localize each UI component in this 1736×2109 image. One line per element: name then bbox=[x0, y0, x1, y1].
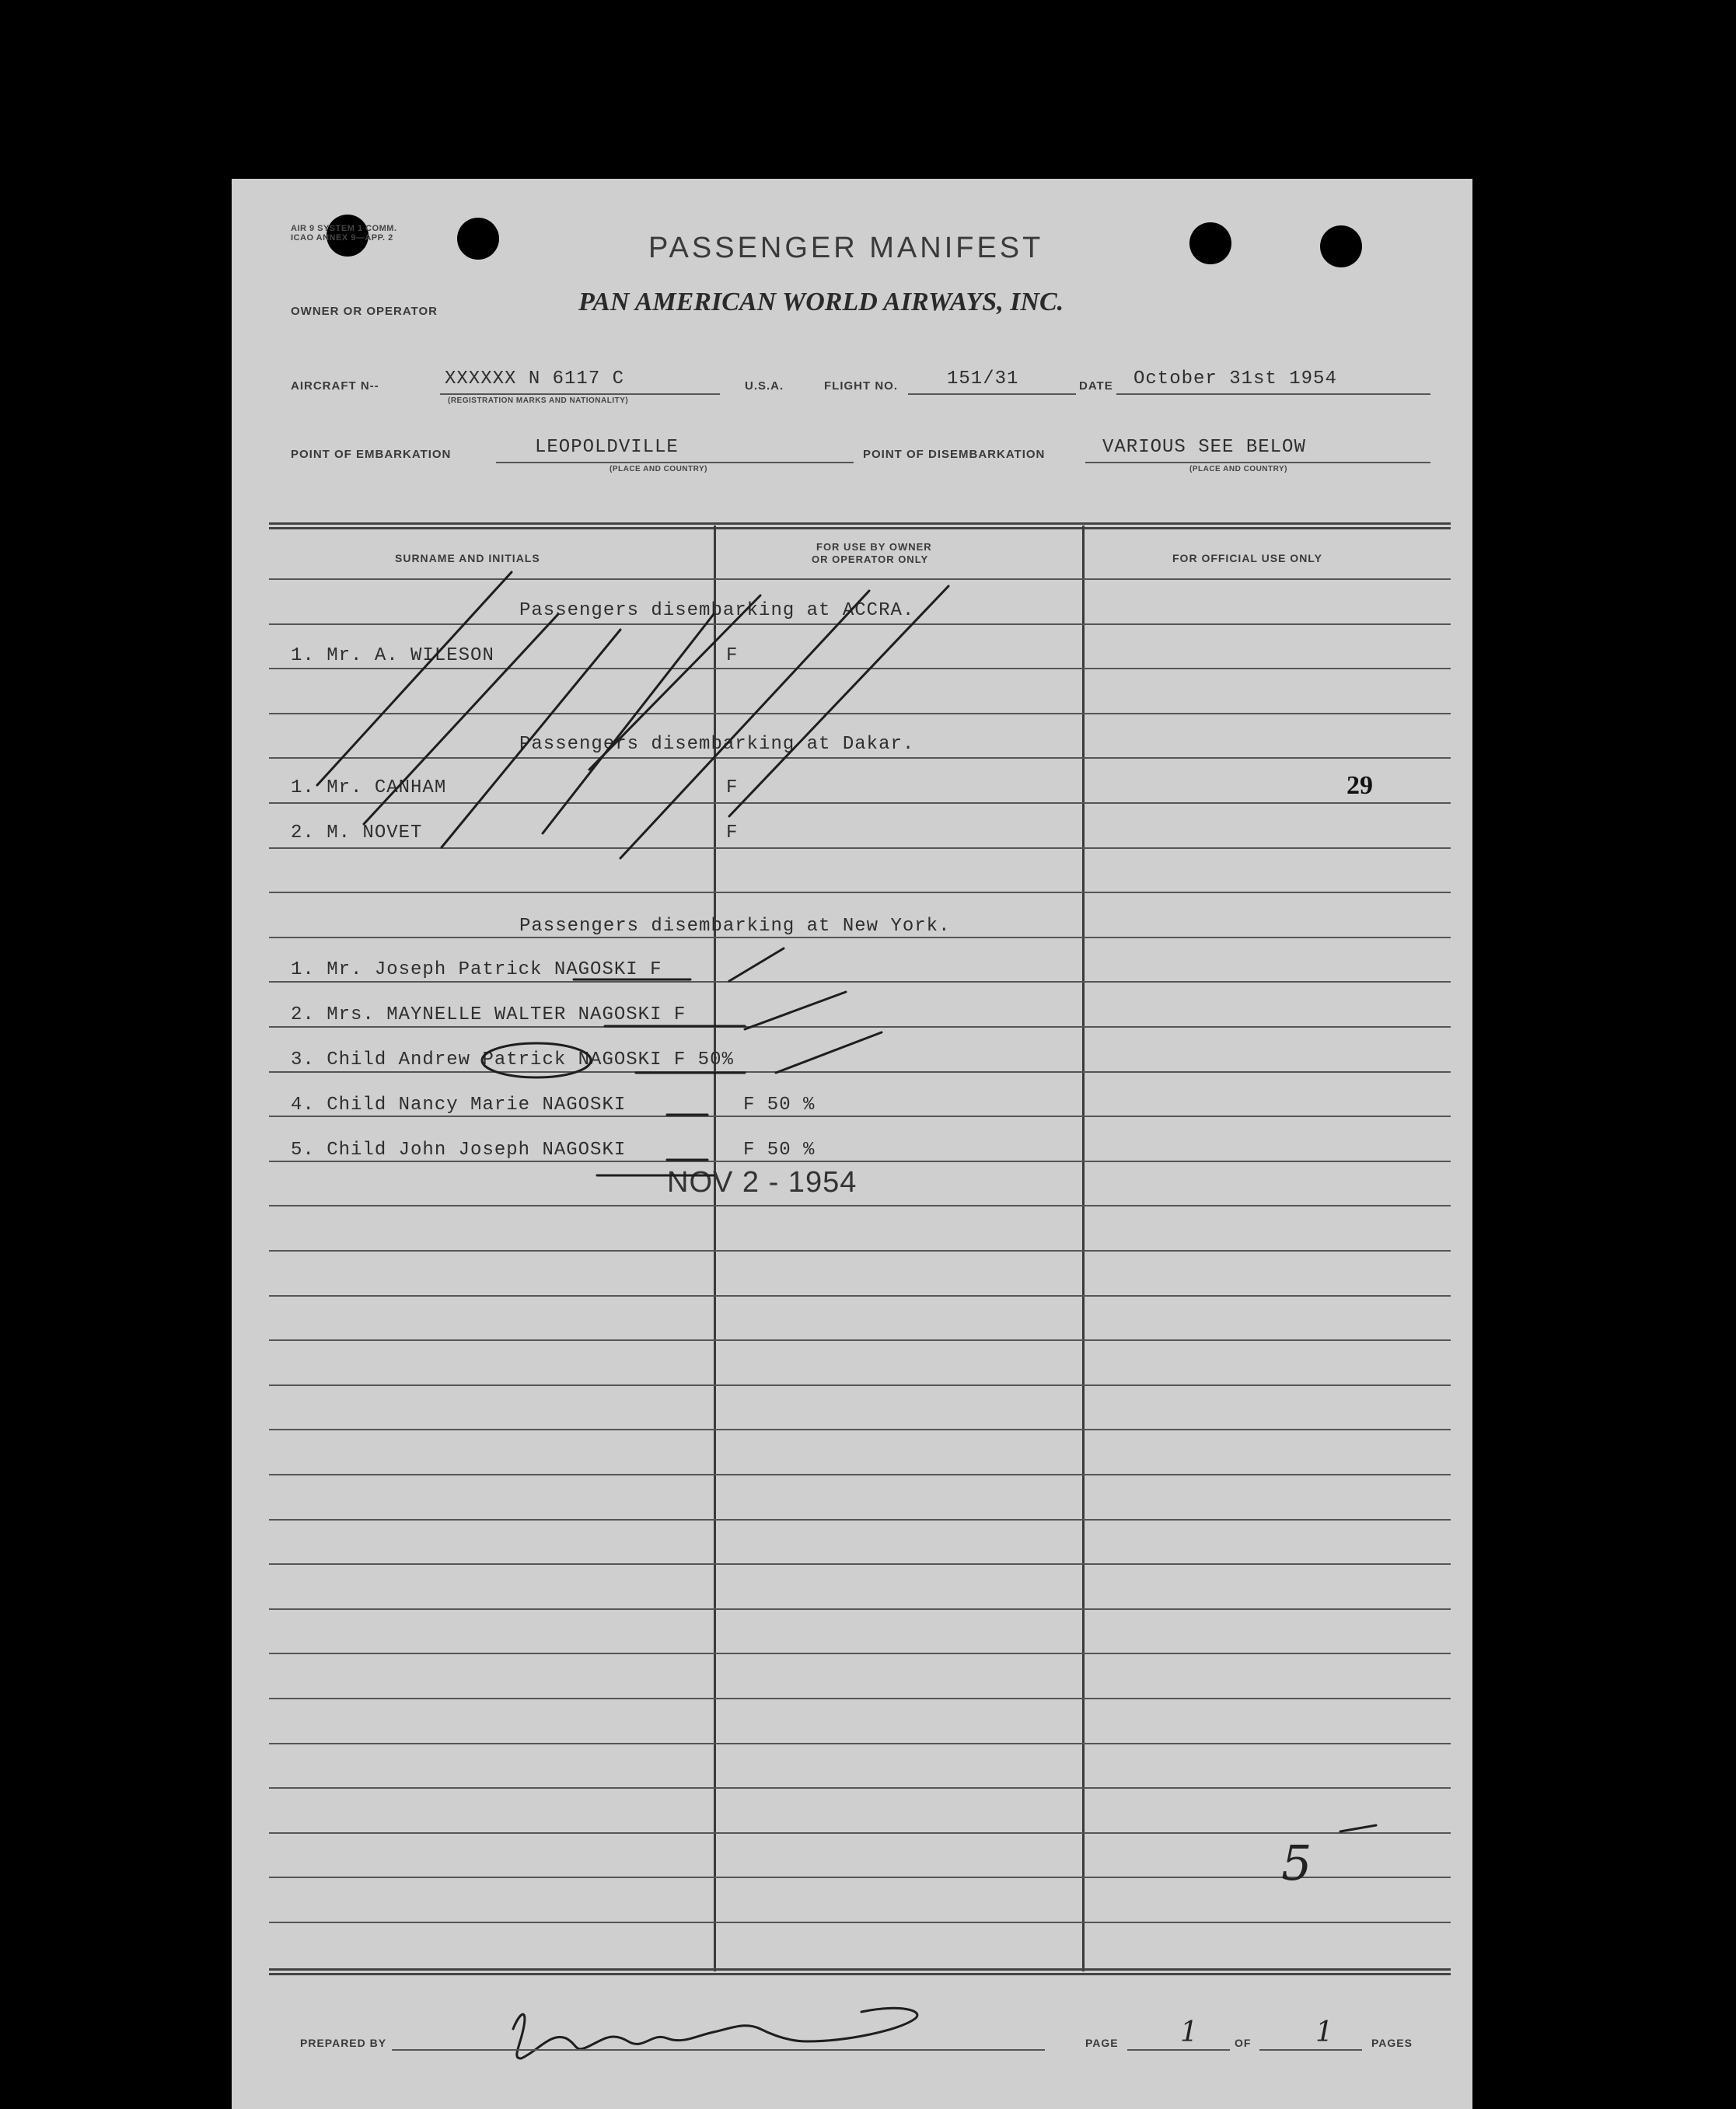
owner-label: OWNER OR OPERATOR bbox=[291, 305, 438, 318]
strike-mark bbox=[729, 948, 784, 981]
aircraft-value: XXXXXX N 6117 C bbox=[445, 368, 625, 389]
passenger-row: 4. Child Nancy Marie NAGOSKI bbox=[291, 1095, 627, 1116]
date-value: October 31st 1954 bbox=[1133, 368, 1337, 389]
strike-mark bbox=[620, 591, 869, 858]
page-value: 1 bbox=[1180, 2016, 1198, 2048]
strike-mark bbox=[442, 630, 620, 847]
passenger-row: 1. Mr. A. WILESON bbox=[291, 645, 494, 666]
flight-label: FLIGHT NO. bbox=[824, 379, 898, 393]
embark-label: POINT OF EMBARKATION bbox=[291, 448, 452, 461]
embark-value: LEOPOLDVILLE bbox=[535, 437, 679, 458]
handwritten-marks bbox=[232, 179, 1472, 2109]
prepared-by-label: PREPARED BY bbox=[300, 2037, 387, 2049]
pages-label: PAGES bbox=[1371, 2037, 1413, 2049]
owner-value: PAN AMERICAN WORLD AIRWAYS, INC. bbox=[578, 288, 1064, 316]
strike-mark bbox=[745, 992, 846, 1029]
strike-mark bbox=[729, 586, 948, 816]
pen-tick bbox=[1340, 1825, 1376, 1831]
column-header-surname: SURNAME AND INITIALS bbox=[395, 552, 540, 564]
strike-mark bbox=[543, 614, 714, 833]
disembark-caption: (PLACE AND COUNTRY) bbox=[1189, 465, 1287, 473]
passenger-code: F bbox=[726, 777, 739, 798]
strike-mark bbox=[364, 614, 558, 824]
passenger-code: F bbox=[726, 645, 739, 666]
circled-name bbox=[482, 1043, 591, 1077]
disembark-value: VARIOUS SEE BELOW bbox=[1102, 437, 1306, 458]
strike-mark bbox=[589, 595, 760, 770]
section-heading-newyork: Passengers disembarking at New York. bbox=[519, 916, 951, 937]
of-value: 1 bbox=[1315, 2016, 1333, 2048]
section-heading-accra: Passengers disembarking at ACCRA. bbox=[519, 600, 915, 621]
official-number: 29 bbox=[1347, 771, 1373, 800]
section-heading-dakar: Passengers disembarking at Dakar. bbox=[519, 734, 915, 755]
page-title: PASSENGER MANIFEST bbox=[648, 232, 1044, 264]
form-id: AIR 9 SYSTEM 1 COMM. ICAO ANNEX 9—APP. 2 bbox=[291, 224, 397, 243]
column-header-owner-use-1: FOR USE BY OWNER bbox=[816, 541, 932, 553]
column-header-official: FOR OFFICIAL USE ONLY bbox=[1172, 552, 1322, 564]
passenger-code: F bbox=[726, 822, 739, 843]
embark-caption: (PLACE AND COUNTRY) bbox=[610, 465, 707, 473]
strike-mark bbox=[317, 572, 512, 785]
date-label: DATE bbox=[1079, 379, 1113, 393]
signature bbox=[513, 2008, 917, 2058]
passenger-row: 1. Mr. CANHAM bbox=[291, 777, 447, 798]
page-label: PAGE bbox=[1085, 2037, 1119, 2049]
aircraft-label: AIRCRAFT N-- bbox=[291, 379, 379, 393]
date-stamp: NOV 2 - 1954 bbox=[667, 1166, 858, 1199]
passenger-code: F 50 % bbox=[743, 1140, 816, 1161]
disembark-label: POINT OF DISEMBARKATION bbox=[863, 448, 1046, 461]
passenger-row: 1. Mr. Joseph Patrick NAGOSKI F bbox=[291, 959, 662, 980]
strike-mark bbox=[776, 1032, 882, 1073]
usa-label: U.S.A. bbox=[745, 379, 784, 393]
registration-caption: (REGISTRATION MARKS AND NATIONALITY) bbox=[448, 396, 629, 405]
handwritten-number: 5 bbox=[1281, 1835, 1312, 1891]
manifest-sheet bbox=[232, 179, 1472, 2109]
flight-value: 151/31 bbox=[947, 368, 1019, 389]
column-header-owner-use-2: OR OPERATOR ONLY bbox=[812, 553, 929, 565]
passenger-row: 2. Mrs. MAYNELLE WALTER NAGOSKI F bbox=[291, 1004, 686, 1025]
passenger-row: 5. Child John Joseph NAGOSKI bbox=[291, 1140, 627, 1161]
passenger-code: F 50 % bbox=[743, 1095, 816, 1116]
passenger-row: 3. Child Andrew Patrick NAGOSKI F 50% bbox=[291, 1049, 734, 1070]
passenger-row: 2. M. NOVET bbox=[291, 822, 423, 843]
of-label: OF bbox=[1235, 2037, 1252, 2049]
